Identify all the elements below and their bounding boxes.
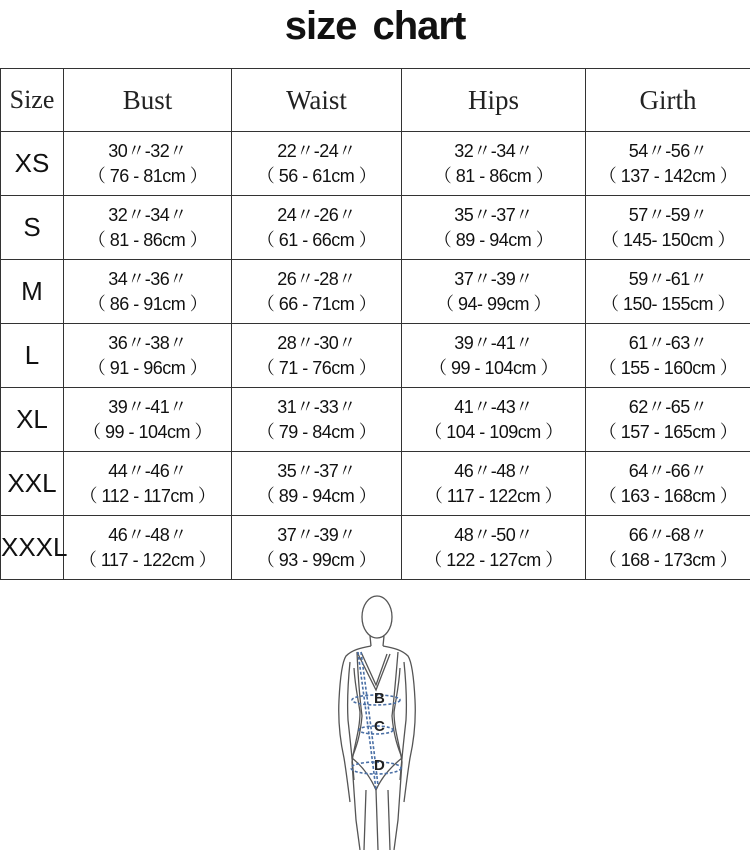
hips-centimeters: （ 104 - 109cm ） <box>402 419 585 445</box>
hips-cell <box>402 132 586 196</box>
bust-inches: 36〃-38〃 <box>64 331 231 355</box>
size-label: XL <box>1 388 64 452</box>
header-bust: Bust <box>64 69 232 132</box>
girth-inches: 62〃-65〃 <box>586 395 750 419</box>
hips-centimeters: （ 117 - 122cm ） <box>402 483 585 509</box>
table-row <box>1 516 750 580</box>
hips-inches: 35〃-37〃 <box>402 203 585 227</box>
waist-centimeters: （ 56 - 61cm ） <box>232 163 401 189</box>
bust-cell <box>64 132 232 196</box>
hips-cell <box>402 260 586 324</box>
bust-inches: 46〃-48〃 <box>64 523 231 547</box>
girth-centimeters: （ 137 - 142cm ） <box>586 163 750 189</box>
bust-inches: 44〃-46〃 <box>64 459 231 483</box>
waist-inches: 26〃-28〃 <box>232 267 401 291</box>
hips-cell <box>402 452 586 516</box>
hips-inches: 32〃-34〃 <box>402 139 585 163</box>
waist-cell <box>232 452 402 516</box>
table-row <box>1 196 750 260</box>
bust-centimeters: （ 99 - 104cm ） <box>64 419 231 445</box>
girth-centimeters: （ 168 - 173cm ） <box>586 547 750 573</box>
waist-inches: 37〃-39〃 <box>232 523 401 547</box>
hips-centimeters: （ 89 - 94cm ） <box>402 227 585 253</box>
size-label: XS <box>1 132 64 196</box>
waist-inches: 22〃-24〃 <box>232 139 401 163</box>
girth-centimeters: （ 163 - 168cm ） <box>586 483 750 509</box>
girth-centimeters: （ 157 - 165cm ） <box>586 419 750 445</box>
hips-cell <box>402 516 586 580</box>
bust-centimeters: （ 112 - 117cm ） <box>64 483 231 509</box>
bust-centimeters: （ 91 - 96cm ） <box>64 355 231 381</box>
table-row <box>1 452 750 516</box>
table-row <box>1 324 750 388</box>
bust-cell <box>64 196 232 260</box>
hips-centimeters: （ 99 - 104cm ） <box>402 355 585 381</box>
size-table <box>0 68 750 580</box>
hips-inches: 39〃-41〃 <box>402 331 585 355</box>
girth-cell <box>586 516 750 580</box>
body-measurement-figure <box>330 590 440 850</box>
girth-centimeters: （ 145- 150cm ） <box>586 227 750 253</box>
header-waist: Waist <box>232 69 402 132</box>
hips-cell <box>402 196 586 260</box>
size-label: L <box>1 324 64 388</box>
size-label: M <box>1 260 64 324</box>
waist-cell <box>232 196 402 260</box>
table-row <box>1 260 750 324</box>
bust-cell <box>64 324 232 388</box>
hips-inches: 46〃-48〃 <box>402 459 585 483</box>
table-row <box>1 388 750 452</box>
bust-centimeters: （ 117 - 122cm ） <box>64 547 231 573</box>
girth-centimeters: （ 155 - 160cm ） <box>586 355 750 381</box>
hips-inches: 48〃-50〃 <box>402 523 585 547</box>
size-label: XXL <box>1 452 64 516</box>
bust-inches: 32〃-34〃 <box>64 203 231 227</box>
waist-centimeters: （ 66 - 71cm ） <box>232 291 401 317</box>
girth-inches: 57〃-59〃 <box>586 203 750 227</box>
waist-centimeters: （ 89 - 94cm ） <box>232 483 401 509</box>
girth-cell <box>586 452 750 516</box>
waist-centimeters: （ 93 - 99cm ） <box>232 547 401 573</box>
header-size: Size <box>1 69 64 132</box>
hips-inches: 37〃-39〃 <box>402 267 585 291</box>
hips-cell <box>402 324 586 388</box>
hips-inches: 41〃-43〃 <box>402 395 585 419</box>
page-title: size chart <box>0 4 750 49</box>
girth-inches: 59〃-61〃 <box>586 267 750 291</box>
waist-inches: 35〃-37〃 <box>232 459 401 483</box>
waist-inches: 31〃-33〃 <box>232 395 401 419</box>
label-c: C <box>374 718 385 735</box>
girth-inches: 64〃-66〃 <box>586 459 750 483</box>
bust-cell <box>64 260 232 324</box>
hips-centimeters: （ 122 - 127cm ） <box>402 547 585 573</box>
waist-centimeters: （ 61 - 66cm ） <box>232 227 401 253</box>
girth-inches: 54〃-56〃 <box>586 139 750 163</box>
bust-inches: 34〃-36〃 <box>64 267 231 291</box>
waist-centimeters: （ 71 - 76cm ） <box>232 355 401 381</box>
hips-centimeters: （ 81 - 86cm ） <box>402 163 585 189</box>
girth-centimeters: （ 150- 155cm ） <box>586 291 750 317</box>
bust-inches: 39〃-41〃 <box>64 395 231 419</box>
hips-centimeters: （ 94- 99cm ） <box>402 291 585 317</box>
header-girth: Girth <box>586 69 750 132</box>
label-b: B <box>374 690 385 707</box>
bust-centimeters: （ 81 - 86cm ） <box>64 227 231 253</box>
header-row <box>1 69 750 132</box>
size-label: XXXL <box>1 516 64 580</box>
bust-centimeters: （ 86 - 91cm ） <box>64 291 231 317</box>
girth-cell <box>586 324 750 388</box>
waist-inches: 24〃-26〃 <box>232 203 401 227</box>
girth-cell <box>586 196 750 260</box>
bust-cell <box>64 516 232 580</box>
girth-cell <box>586 388 750 452</box>
waist-centimeters: （ 79 - 84cm ） <box>232 419 401 445</box>
hips-cell <box>402 388 586 452</box>
body-silhouette-icon <box>330 590 440 850</box>
table-row <box>1 132 750 196</box>
waist-cell <box>232 260 402 324</box>
girth-inches: 61〃-63〃 <box>586 331 750 355</box>
size-label: S <box>1 196 64 260</box>
girth-inches: 66〃-68〃 <box>586 523 750 547</box>
bust-cell <box>64 388 232 452</box>
girth-cell <box>586 260 750 324</box>
header-hips: Hips <box>402 69 586 132</box>
label-d: D <box>374 757 385 774</box>
waist-cell <box>232 324 402 388</box>
bust-inches: 30〃-32〃 <box>64 139 231 163</box>
waist-inches: 28〃-30〃 <box>232 331 401 355</box>
girth-cell <box>586 132 750 196</box>
waist-cell <box>232 388 402 452</box>
bust-cell <box>64 452 232 516</box>
waist-cell <box>232 516 402 580</box>
bust-centimeters: （ 76 - 81cm ） <box>64 163 231 189</box>
waist-cell <box>232 132 402 196</box>
